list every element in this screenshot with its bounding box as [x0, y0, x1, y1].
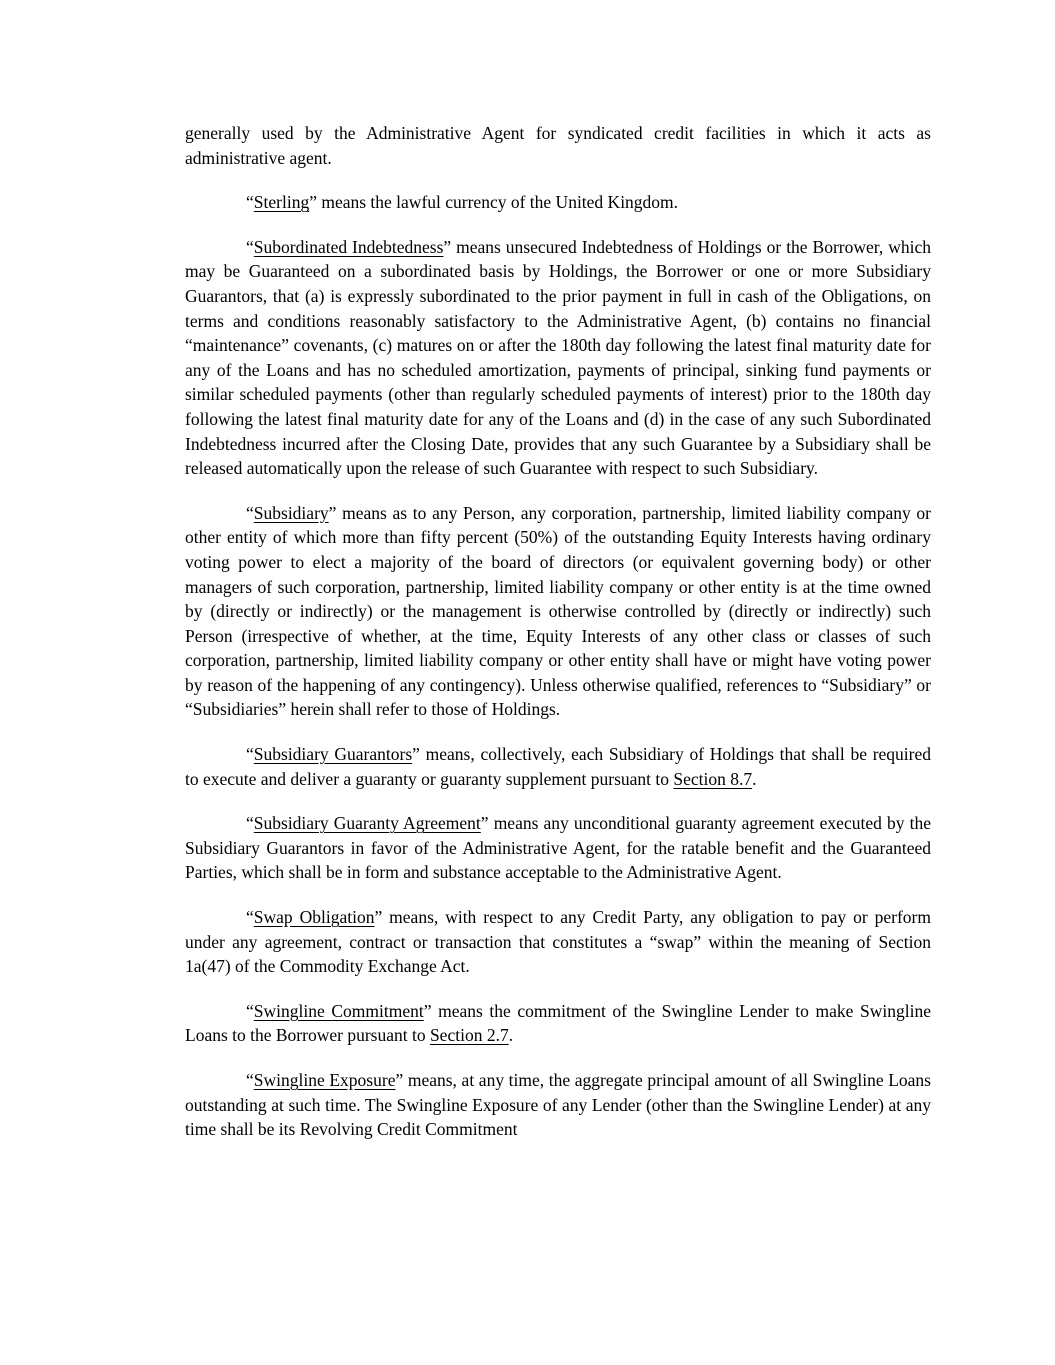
defined-term: Subsidiary Guaranty Agreement [253, 813, 481, 834]
paragraph [185, 999, 931, 1048]
text-run: ” means unsecured Indebtedness of Holdings or the Borrower, which may be Guaranteed on a subordinated basis by Holdings, the Borrower or one or more Subsidiary Guarantors, that (a) is expressly subordinated to the prior payment in full in cash of the Obligations, on terms and conditions reasonably satisfactory to the Administrative Agent, (b) contains no financial “maintenance” covenants, (c) matures on or after the 180th day following the latest final maturity date for any of the Loans and has no scheduled amortization, payments of principal, sinking fund payments or similar scheduled payments (other than regularly scheduled payments of interest) prior to the 180th day following the latest final maturity date for any of the Loans and (d) in the case of any such Subordinated Indebtedness incurred after the Closing Date, provides that any such Guarantee by a Subsidiary shall be released automatically upon the release of such Guarantee with respect to such Subsidiary. [185, 236, 931, 479]
text-run: “ [246, 813, 254, 834]
text-run: . [508, 1025, 514, 1046]
paragraph [185, 1068, 931, 1142]
defined-term: Subordinated Indebtedness [253, 236, 444, 257]
text-run: ” means as to any Person, any corporation, partnership, limited liability company or other entity of which more than fifty percent (50%) of the outstanding Equity Interests having ordinary voting power to elect a majority of the board of directors (or equivalent governing body) or other managers of such corporation, partnership, limited liability company or other entity is at the time owned by (directly or indirectly) or the management is otherwise controlled by (directly or indirectly) such Person (irrespective of whether, at the time, Equity Interests of any other class or classes of such corporation, partnership, limited liability company or other entity shall have or might have voting power by reason of the happening of any contingency). Unless otherwise qualified, references to “Subsidiary” or “Subsidiaries” herein shall refer to those of Holdings. [185, 502, 931, 720]
defined-term: Section 8.7 [673, 768, 753, 789]
defined-term: Swingline Exposure [253, 1070, 396, 1090]
defined-term: Swingline Commitment [253, 1000, 424, 1021]
paragraph [185, 811, 931, 885]
paragraph [185, 190, 931, 215]
paragraph [185, 742, 931, 791]
paragraph [185, 235, 931, 481]
text-run: “ [246, 1070, 254, 1090]
defined-term: Swap Obligation [253, 907, 375, 928]
text-run: . [752, 768, 757, 789]
text-run: ” means the lawful currency of the United Kingdom. [309, 192, 679, 213]
paragraph [185, 121, 931, 170]
text-run: ” means, with respect to any Credit Party, any obligation to pay or perform under any agreement, contract or transaction that constitutes a “swap” within the meaning of Section 1a(47) of the Commodity Exchange Act. [185, 907, 931, 977]
defined-term: Section 2.7 [429, 1025, 509, 1046]
text-run: “ [246, 1000, 254, 1021]
text-run: “ [246, 192, 254, 213]
paragraph [185, 905, 931, 979]
text-run: “ [246, 502, 254, 523]
text-run: ” means the commitment of the Swingline Lender to make Swingline Loans to the Borrower pursuant to [185, 1000, 931, 1046]
text-run: “ [246, 744, 254, 765]
text-run: “ [246, 236, 254, 257]
defined-term: Subsidiary [253, 502, 329, 523]
text-run: generally used by the Administrative Agent for syndicated credit facilities in which it acts as administrative agent. [185, 123, 931, 168]
text-run: “ [246, 907, 254, 928]
defined-term: Subsidiary Guarantors [253, 744, 413, 765]
paragraph [185, 501, 931, 722]
text-run: ” means, at any time, the aggregate principal amount of all Swingline Loans outstanding at such time. The Swingline Exposure of any Lender (other than the Swingline Lender) at any time shall be its Revolving Credit Commitment [185, 1070, 931, 1140]
document-content [185, 121, 931, 1142]
defined-term: Sterling [253, 192, 310, 213]
text-run: ” means any unconditional guaranty agreement executed by the Subsidiary Guarantors in favor of the Administrative Agent, for the ratable benefit and the Guaranteed Parties, which shall be in form and substance acceptable to the Administrative Agent. [185, 813, 931, 883]
text-run: ” means, collectively, each Subsidiary of Holdings that shall be required to execute and deliver a guaranty or guaranty supplement pursuant to [185, 744, 931, 789]
